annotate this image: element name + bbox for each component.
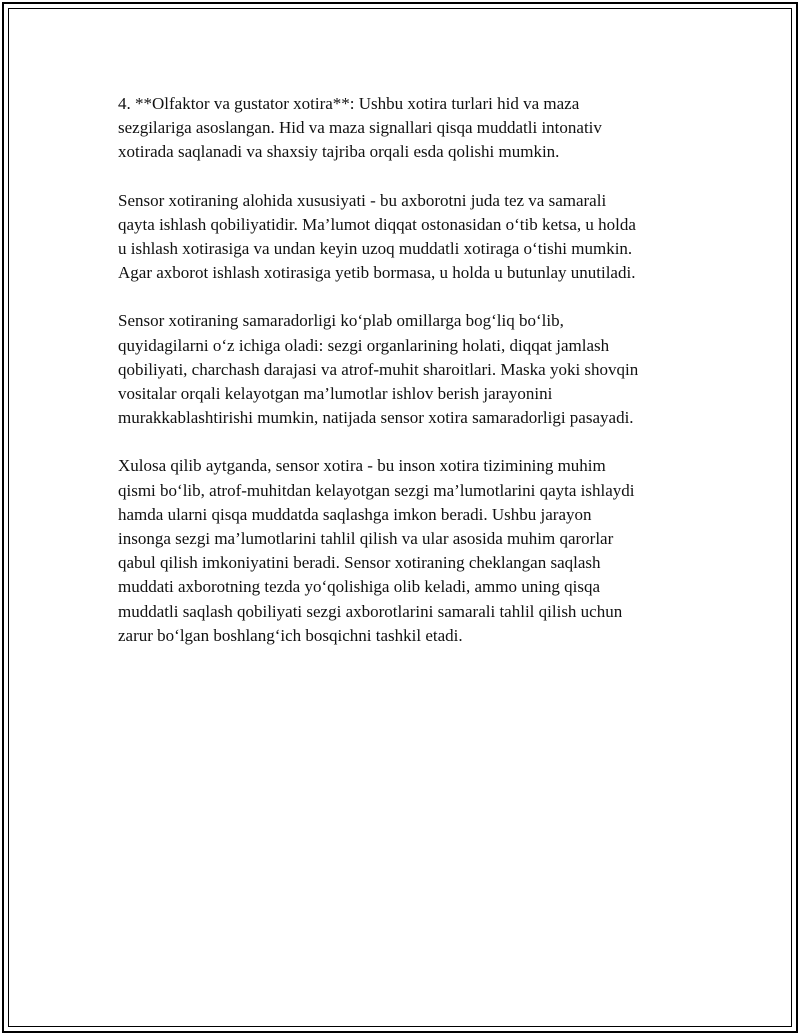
paragraph-sensor-memory-feature (118, 189, 688, 286)
text-line: insonga sezgi ma’lumotlarini tahlil qilish va ular asosida muhim qarorlar (118, 529, 614, 549)
text-line: Sensor xotiraning alohida xususiyati - bu axborotni juda tez va samarali (118, 190, 607, 210)
text-line: murakkablashtirishi mumkin, natijada sensor xotira samaradorligi pasayadi. (118, 408, 634, 428)
paragraph-olfactory-memory (118, 92, 688, 165)
text-line: hamda ularni qisqa muddatda saqlashga imkon beradi. Ushbu jarayon (118, 504, 592, 524)
text-line: 4. **Olfaktor va gustator xotira**: Ushbu xotira turlari hid va maza (118, 94, 580, 113)
text-line: xotirada saqlanadi va shaxsiy tajriba orqali esda qolishi mumkin. (118, 142, 560, 162)
text-line: vositalar orqali kelayotgan ma’lumotlar ishlov berish jarayonini (118, 384, 553, 404)
paragraph-conclusion (118, 454, 688, 648)
paragraph-sensor-memory-efficiency (118, 309, 688, 430)
text-line: zarur bo‘lgan boshlang‘ich bosqichni tashkil etadi. (118, 625, 463, 645)
text-line: qobiliyati, charchash darajasi va atrof-muhit sharoitlari. Maska yoki shovqin (118, 359, 639, 379)
text-line: muddatli saqlash qobiliyati sezgi axborotlarini samarali tahlil qilish uchun (118, 601, 623, 621)
text-line: Agar axborot ishlash xotirasiga yetib bormasa, u holda u butunlay unutiladi. (118, 263, 636, 283)
text-line: u ishlash xotirasiga va undan keyin uzoq muddatli xotiraga o‘tishi mumkin. (118, 239, 633, 259)
text-line: muddati axborotning tezda yo‘qolishiga olib keladi, ammo uning qisqa (118, 577, 601, 597)
text-line: sezgilariga asoslangan. Hid va maza signallari qisqa muddatli intonativ (118, 118, 602, 138)
text-line: Xulosa qilib aytganda, sensor xotira - bu inson xotira tizimining muhim (118, 456, 606, 476)
text-line: quyidagilarni o‘z ichiga oladi: sezgi organlarining holati, diqqat jamlash (118, 335, 610, 355)
text-line: qabul qilish imkoniyatini beradi. Sensor xotiraning cheklangan saqlash (118, 553, 601, 573)
text-line: qayta ishlash qobiliyatidir. Ma’lumot diqqat ostonasidan o‘tib ketsa, u holda (118, 214, 636, 234)
text-line: qismi bo‘lib, atrof-muhitdan kelayotgan sezgi ma’lumotlarini qayta ishlaydi (118, 480, 635, 500)
text-line: Sensor xotiraning samaradorligi ko‘plab omillarga bog‘liq bo‘lib, (118, 311, 564, 331)
document-body (118, 92, 688, 672)
